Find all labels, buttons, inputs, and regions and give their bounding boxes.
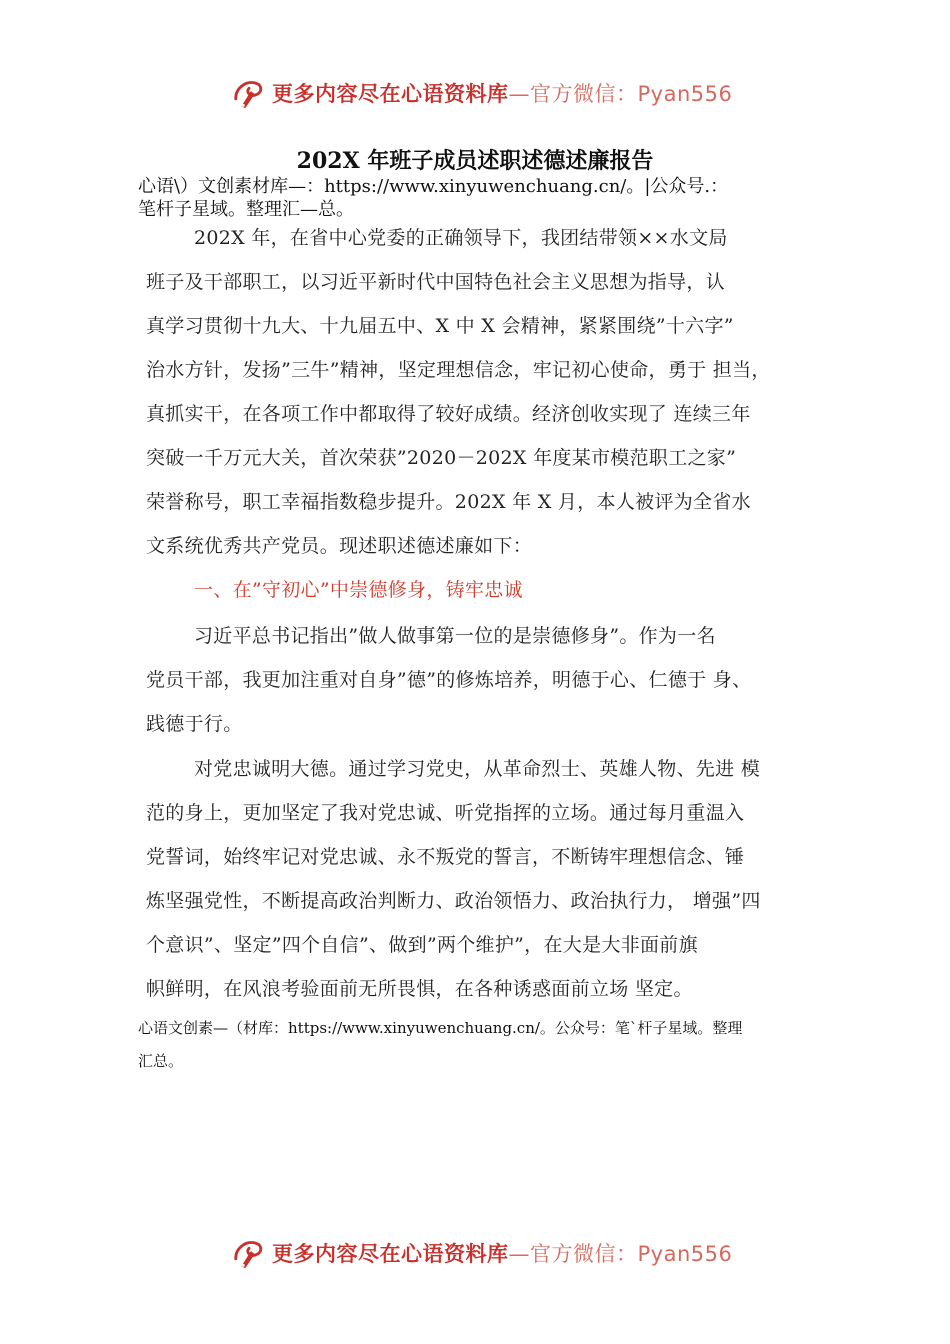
banner-separator: —官方微信： [508,82,638,106]
watermark-note-top-1: 心语\）文创素材库—：https://www.xinyuwenchuang.cn/。|公众号.： [138,176,729,197]
bottom-banner [230,1233,733,1273]
body-line: 帜鲜明，在风浪考验面前无所畏惧，在各种诱惑面前立场 坚定。 [146,978,693,1000]
body-line: 202X 年，在省中心党委的正确领导下，我团结带领××水文局 [194,227,728,249]
banner-wechat-id: Pyan556 [637,1242,733,1266]
watermark-note-top-2: 笔杆子星域。整理汇—总。 [138,199,354,220]
banner-wechat-id: Pyan556 [637,82,733,106]
top-banner [230,73,733,113]
section-heading: 一、在”守初心”中崇德修身，铸牢忠诚 [194,579,523,601]
banner-separator: —官方微信： [508,1242,638,1266]
body-line: 习近平总书记指出”做人做事第一位的是崇德修身”。作为一名 [194,625,716,647]
body-line: 范的身上，更加坚定了我对党忠诚、听党指挥的立场。通过每月重温入 [146,802,745,824]
watermark-note-bottom-2: 汇总。 [138,1052,184,1070]
body-line: 真学习贯彻十九大、十九届五中、X 中 X 会精神，紧紧围绕”十六字” [146,315,734,337]
document-title: 202X 年班子成员述职述德述廉报告 [296,148,654,174]
body-line: 文系统优秀共产党员。现述职述德述廉如下： [146,535,533,557]
body-line: 荣誉称号，职工幸福指数稳步提升。202X 年 X 月，本人被评为全省水 [146,491,751,513]
body-line: 突破一千万元大关，首次荣获”2020－202X 年度某市模范职工之家” [146,447,737,469]
pen-nib-swirl-icon [230,74,268,112]
body-line: 炼坚强党性，不断提高政治判断力、政治领悟力、政治执行力， 增强”四 [146,890,761,912]
banner-main: 更多内容尽在心语资料库 [272,1242,509,1266]
body-line: 党誓词，始终牢记对党忠诚、永不叛党的誓言，不断铸牢理想信念、锤 [146,846,745,868]
banner-text [272,1238,732,1268]
body-line: 治水方针，发扬”三牛”精神，坚定理想信念，牢记初心使命，勇于 担当， [146,359,771,381]
body-line: 党员干部，我更加注重对自身”德”的修炼培养，明德于心、仁德于 身、 [146,669,752,691]
body-line: 个意识”、坚定”四个自信”、做到”两个维护”，在大是大非面前旗 [146,934,698,956]
body-line: 对党忠诚明大德。通过学习党史，从革命烈士、英雄人物、先进 模 [194,758,761,780]
banner-text [272,78,732,108]
body-line: 真抓实干，在各项工作中都取得了较好成绩。经济创收实现了 连续三年 [146,403,751,425]
watermark-note-bottom-1: 心语文创素—（材库：https://www.xinyuwenchuang.cn/。公众号：笔`杆子星域。整理 [138,1019,743,1037]
body-line: 践德于行。 [146,713,243,735]
pen-nib-swirl-icon [230,1234,268,1272]
body-line: 班子及干部职工，以习近平新时代中国特色社会主义思想为指导，认 [146,271,726,293]
banner-main: 更多内容尽在心语资料库 [272,82,509,106]
